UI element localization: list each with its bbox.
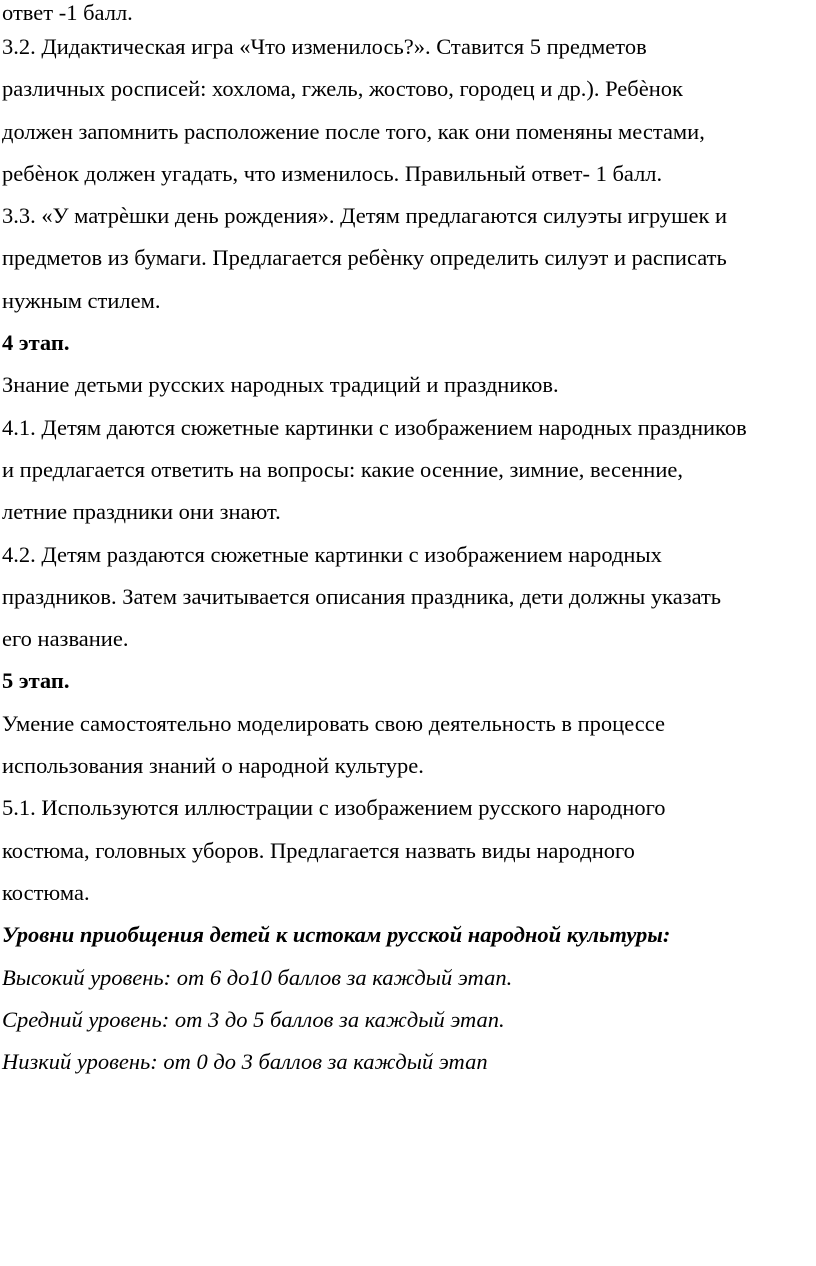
text-line-2: 3.2. Дидактическая игра «Что изменилось?». Ставится 5 предметов <box>2 34 647 59</box>
level-low: Низкий уровень: от 0 до 3 баллов за каждый этап <box>2 1049 488 1075</box>
text-line-5: ребѐнок должен угадать, что изменилось. Правильный ответ- 1 балл. <box>2 160 663 186</box>
level-high: Высокий уровень: от 6 до10 баллов за каждый этап. <box>2 964 513 990</box>
levels-heading: Уровни приобщения детей к истокам русской народной культуры: <box>2 922 671 948</box>
text-line-18: Умение самостоятельно моделировать свою деятельность в процессе <box>2 710 665 736</box>
text-line-6: 3.3. «У матрѐшки день рождения». Детям предлагаются силуэты игрушек и <box>2 203 728 229</box>
text-line-21: костюма, головных уборов. Предлагается назвать виды народного <box>2 837 635 863</box>
text-line-13: летние праздники они знают. <box>2 499 281 525</box>
level-medium: Средний уровень: от 3 до 5 баллов за каждый этап. <box>2 1006 505 1032</box>
text-line-22: костюма. <box>2 879 90 905</box>
text-line-16: его название. <box>2 626 129 652</box>
text-line-8: нужным стилем. <box>2 287 161 313</box>
text-line-19: использования знаний о народной культуре. <box>2 753 424 779</box>
stage-4-heading: 4 этап. <box>2 330 70 356</box>
text-line-3: различных росписей: хохлома, гжель, жостово, городец и др.). Ребѐнок <box>2 76 683 102</box>
text-line-10: Знание детьми русских народных традиций и праздников. <box>2 372 559 398</box>
text-line-4: должен запомнить расположение после того, как они поменяны местами, <box>2 118 705 144</box>
text-line-1: ответ -1 балл. <box>2 0 133 25</box>
text-line-12: и предлагается ответить на вопросы: какие осенние, зимние, весенние, <box>2 456 683 482</box>
text-line-15: праздников. Затем зачитывается описания праздника, дети должны указать <box>2 583 722 609</box>
document-page <box>2 0 814 1083</box>
text-line-11: 4.1. Детям даются сюжетные картинки с изображением народных праздников <box>2 414 747 440</box>
text-line-20: 5.1. Используются иллюстрации с изображением русского народного <box>2 795 666 821</box>
text-line-14: 4.2. Детям раздаются сюжетные картинки с изображением народных <box>2 541 662 567</box>
text-line-7: предметов из бумаги. Предлагается ребѐнку определить силуэт и расписать <box>2 245 727 271</box>
stage-5-heading: 5 этап. <box>2 668 70 694</box>
